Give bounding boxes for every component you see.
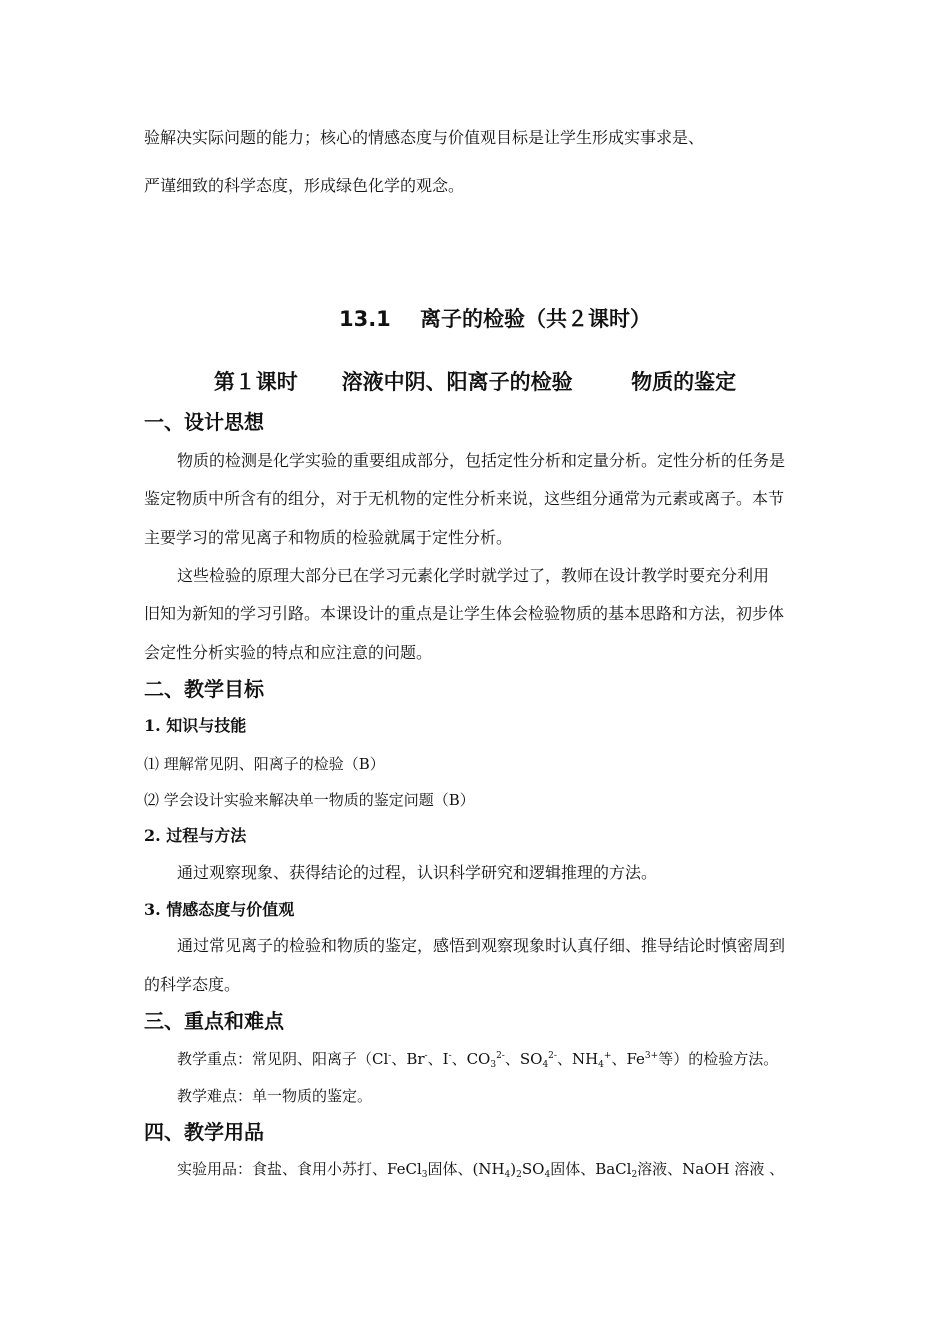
paragraph-line: 严谨细致的科学态度，形成绿色化学的观念。 [144,176,465,195]
paragraph-line: 这些检验的原理大部分已在学习元素化学时就学过了，教师在设计教学时要充分利用 [177,566,770,585]
paragraph-line: 验解决实际问题的能力；核心的情感态度与价值观目标是让学生形成实事求是、 [144,128,705,147]
heading-key-points: 三、重点和难点 [144,1009,284,1033]
heading-teaching-materials: 四、教学用品 [144,1120,264,1144]
paragraph-line: 会定性分析实验的特点和应注意的问题。 [144,643,433,662]
paragraph-line: 通过观察现象、获得结论的过程，认识科学研究和逻辑推理的方法。 [177,863,658,882]
paragraph-line: 主要学习的常见离子和物质的检验就属于定性分析。 [144,528,513,547]
list-item: ⑴ 理解常见阴、阳离子的检验（B） [144,755,385,773]
heading-design-idea: 一、设计思想 [144,410,264,434]
key-point-line: 教学重点：常见阴、阳离子（Cl-、Br-、I-、$CO_3^{2-}$、$SO_4^{2-}$、$NH_4^+$、$Fe^{3+}$等）的检验方法。 [177,1050,779,1070]
section-title: 13.1 离子的检验（共２课时） [338,307,652,331]
materials-line: 实验用品：食盐、食用小苏打、FeCl$_3$固体、$(NH_4)_2SO_4$固体、BaCl$_2$溶液、NaOH 溶液 、 [177,1160,785,1180]
subheading-knowledge: 1. 知识与技能 [144,716,247,735]
paragraph-line: 通过常见离子的检验和物质的鉴定，感悟到观察现象时认真仔细、推导结论时慎密周到 [177,936,786,955]
paragraph-line: 鉴定物质中所含有的组分，对于无机物的定性分析来说，这些组分通常为元素或离子。本节 [144,489,785,508]
subheading-attitude: 3. 情感态度与价值观 [144,900,295,919]
heading-teaching-goals: 二、教学目标 [144,677,264,701]
subheading-process: 2. 过程与方法 [144,826,247,845]
paragraph-line: 旧知为新知的学习引路。本课设计的重点是让学生体会检验物质的基本思路和方法，初步体 [144,604,785,623]
list-item: ⑵ 学会设计实验来解决单一物质的鉴定问题（B） [144,791,475,809]
paragraph-line: 的科学态度。 [144,975,241,994]
lesson-subtitle: 第１课时 溶液中阴、阳离子的检验 物质的鉴定 [213,370,737,394]
paragraph-line: 物质的检测是化学实验的重要组成部分，包括定性分析和定量分析。定性分析的任务是 [177,451,786,470]
difficulty-line: 教学难点：单一物质的鉴定。 [177,1087,373,1105]
